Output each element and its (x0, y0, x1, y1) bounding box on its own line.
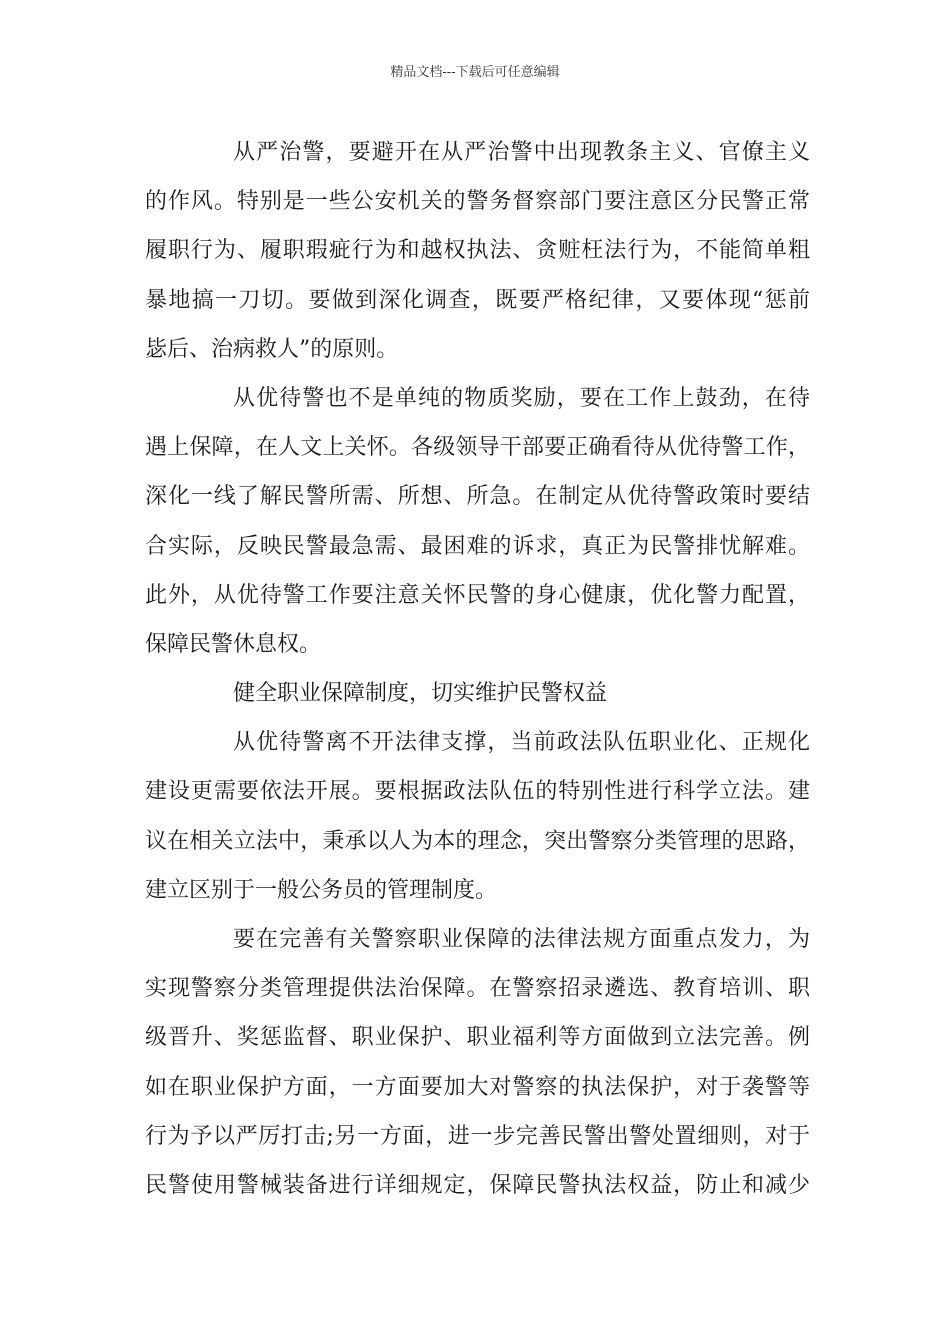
text-line: 级晋升、奖惩监督、职业保护、职业福利等方面做到立法完善。例 (145, 1025, 810, 1051)
text-line: 建设更需要依法开展。要根据政法队伍的特别性进行科学立法。建 (145, 779, 810, 805)
text-line: 如在职业保护方面，一方面要加大对警察的执法保护，对于袭警等 (145, 1074, 810, 1100)
document-body (145, 128, 810, 1210)
text-line: 履职行为、履职瑕疵行为和越权执法、贪赃枉法行为，不能简单粗 (145, 238, 810, 264)
text-line: 保障民警休息权。 (145, 631, 322, 657)
text-line: 议在相关立法中，秉承以人为本的理念，突出警察分类管理的思路， (145, 828, 810, 854)
paragraph (145, 128, 810, 374)
page-header: 精品文档---下载后可任意编辑 (390, 65, 560, 80)
text-line: 行为予以严厉打击;另一方面，进一步完善民警出警处置细则，对于 (145, 1123, 810, 1149)
text-line: 合实际，反映民警最急需、最困难的诉求，真正为民警排忧解难。 (145, 533, 810, 559)
text-line: 从严治警，要避开在从严治警中出现教条主义、官僚主义 (233, 140, 810, 165)
text-line: 深化一线了解民警所需、所想、所急。在制定从优待警政策时要结 (145, 484, 810, 510)
text-line: 暴地搞一刀切。要做到深化调查，既要严格纪律，又要体现“惩前 (145, 287, 810, 313)
text-line: 毖后、治病救人”的原则。 (145, 336, 399, 362)
paragraph (145, 374, 810, 669)
text-line: 建立区别于一般公务员的管理制度。 (145, 877, 498, 903)
text-line: 的作风。特别是一些公安机关的警务督察部门要注意区分民警正常 (145, 189, 810, 215)
text-line: 从优待警也不是单纯的物质奖励，要在工作上鼓劲，在待 (233, 385, 810, 411)
paragraph (145, 915, 810, 1210)
text-line: 遇上保障，在人文上关怀。各级领导干部要正确看待从优待警工作， (145, 435, 810, 461)
text-line: 民警使用警械装备进行详细规定，保障民警执法权益，防止和减少 (145, 1172, 810, 1198)
text-line: 从优待警离不开法律支撑，当前政法队伍职业化、正规化 (233, 730, 810, 756)
text-line: 健全职业保障制度，切实维护民警权益 (233, 681, 608, 707)
text-line: 实现警察分类管理提供法治保障。在警察招录遴选、教育培训、职 (145, 976, 810, 1002)
text-line: 要在完善有关警察职业保障的法律法规方面重点发力，为 (233, 927, 810, 952)
section-heading (145, 669, 810, 718)
paragraph (145, 718, 810, 915)
text-line: 此外，从优待警工作要注意关怀民警的身心健康，优化警力配置， (145, 582, 810, 608)
